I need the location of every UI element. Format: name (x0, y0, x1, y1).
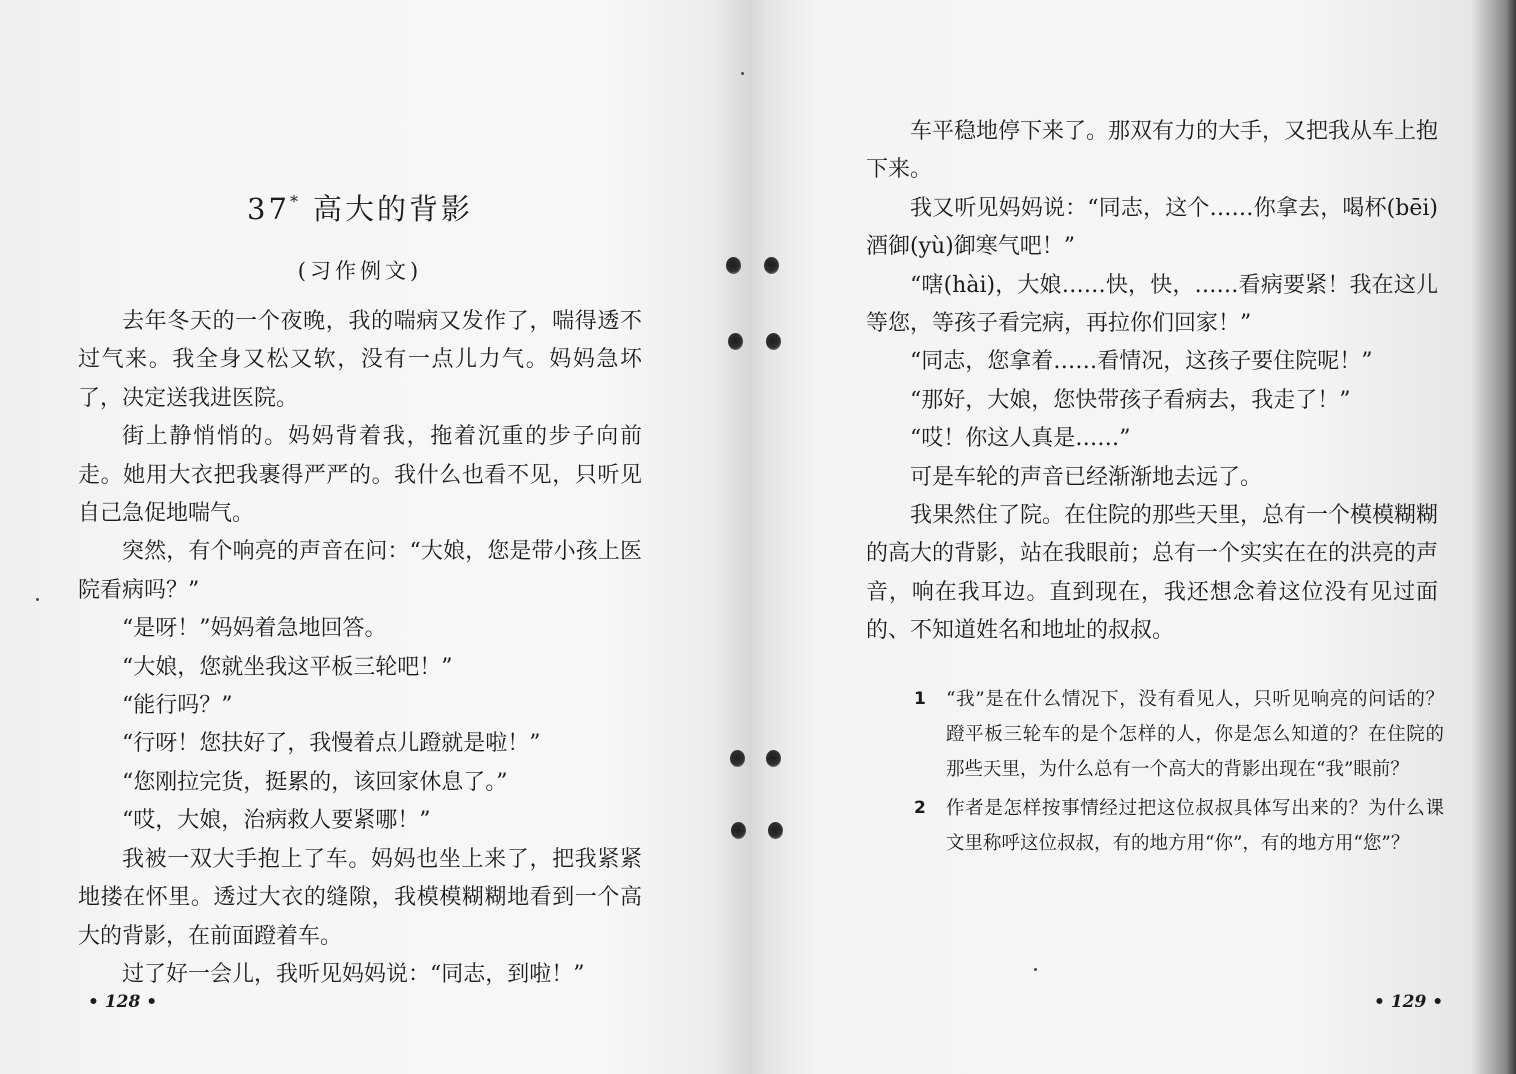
dialogue-line: “那好，大娘，您快带孩子看病去，我走了！” (910, 387, 1351, 413)
paragraph: 我又听见妈妈说：“同志，这个……你拿去，喝杯(bēi)酒御(yù)御寒气吧！” (866, 195, 1438, 260)
question-text: “我”是在什么情况下，没有看见人，只听见响亮的问话的？蹬平板三轮车的是个怎样的人，你是怎么知道的？在住院的那些天里，为什么总有一个高大的背影出现在“我”眼前？ (946, 689, 1444, 780)
right-page-text (866, 113, 1438, 651)
page-number-right: • 129 • (1374, 992, 1444, 1012)
paragraph: 去年冬天的一个夜晚，我的喘病又发作了，喘得透不过气来。我全身又松又软，没有一点儿力气。妈妈急坏了，决定送我进医院。 (78, 309, 642, 411)
right-page (760, 0, 1516, 1074)
dialogue-line: “您刚拉完货，挺累的，该回家休息了。” (122, 769, 508, 795)
dialogue-line: “哎！你这人真是……” (910, 426, 1131, 452)
paragraph: 我果然住了院。在住院的那些天里，总有一个模模糊糊的高大的背影，站在我眼前；总有一个实实在在的洪亮的声音，响在我耳边。直到现在，我还想念着这位没有见过面的、不知道姓名和地址的叔叔。 (866, 503, 1439, 644)
question-number: 2 (914, 798, 926, 818)
question-item (914, 791, 1444, 861)
question-text: 作者是怎样按事情经过把这位叔叔具体写出来的？为什么课文里称呼这位叔叔，有的地方用“你”，有的地方用“您”？ (946, 798, 1444, 854)
page-number-left: • 128 • (88, 992, 158, 1012)
dialogue-line: “大娘，您就坐我这平板三轮吧！” (122, 654, 453, 680)
lesson-star-mark: * (289, 192, 301, 211)
dialogue-line: “能行吗？” (122, 693, 233, 719)
paragraph: 过了好一会儿，我听见妈妈说：“同志，到啦！” (122, 961, 585, 987)
paragraph: 车平稳地停下来了。那双有力的大手，又把我从车上抱下来。 (866, 119, 1439, 183)
paper-speck (741, 72, 744, 75)
dialogue-line: “哎，大娘，治病救人要紧哪！” (122, 808, 431, 834)
dialogue-line: “同志，您拿着……看情况，这孩子要住院呢！” (910, 349, 1373, 375)
dialogue-line: “是呀！”妈妈着急地回答。 (122, 616, 387, 642)
paragraph: 突然，有个响亮的声音在问：“大娘，您是带小孩上医院看病吗？” (78, 539, 642, 603)
left-page (0, 0, 740, 1074)
dialogue-line: “嗐(hài)，大娘……快，快，……看病要紧！我在这儿等您，等孩子看完病，再拉你们回家！” (866, 272, 1438, 337)
paragraph: 我被一双大手抱上了车。妈妈也坐上来了，把我紧紧地搂在怀里。透过大衣的缝隙，我模模糊糊地看到一个高大的背影，在前面蹬着车。 (78, 846, 642, 949)
lesson-title (80, 182, 640, 229)
exercise-questions (914, 682, 1444, 865)
left-page-text (78, 303, 642, 994)
lesson-title-text: 高大的背影 (312, 192, 473, 226)
lesson-number: 37 (247, 192, 290, 226)
dialogue-line: “行呀！您扶好了，我慢着点儿蹬就是啦！” (122, 731, 541, 757)
question-item (914, 682, 1444, 787)
lesson-subtitle: (习作例文) (297, 259, 423, 283)
question-number: 1 (914, 689, 926, 709)
paragraph: 可是车轮的声音已经渐渐地去远了。 (910, 464, 1263, 490)
paragraph: 街上静悄悄的。妈妈背着我，拖着沉重的步子向前走。她用大衣把我裹得严严的。我什么也看不见，只听见自己急促地喘气。 (78, 424, 642, 527)
